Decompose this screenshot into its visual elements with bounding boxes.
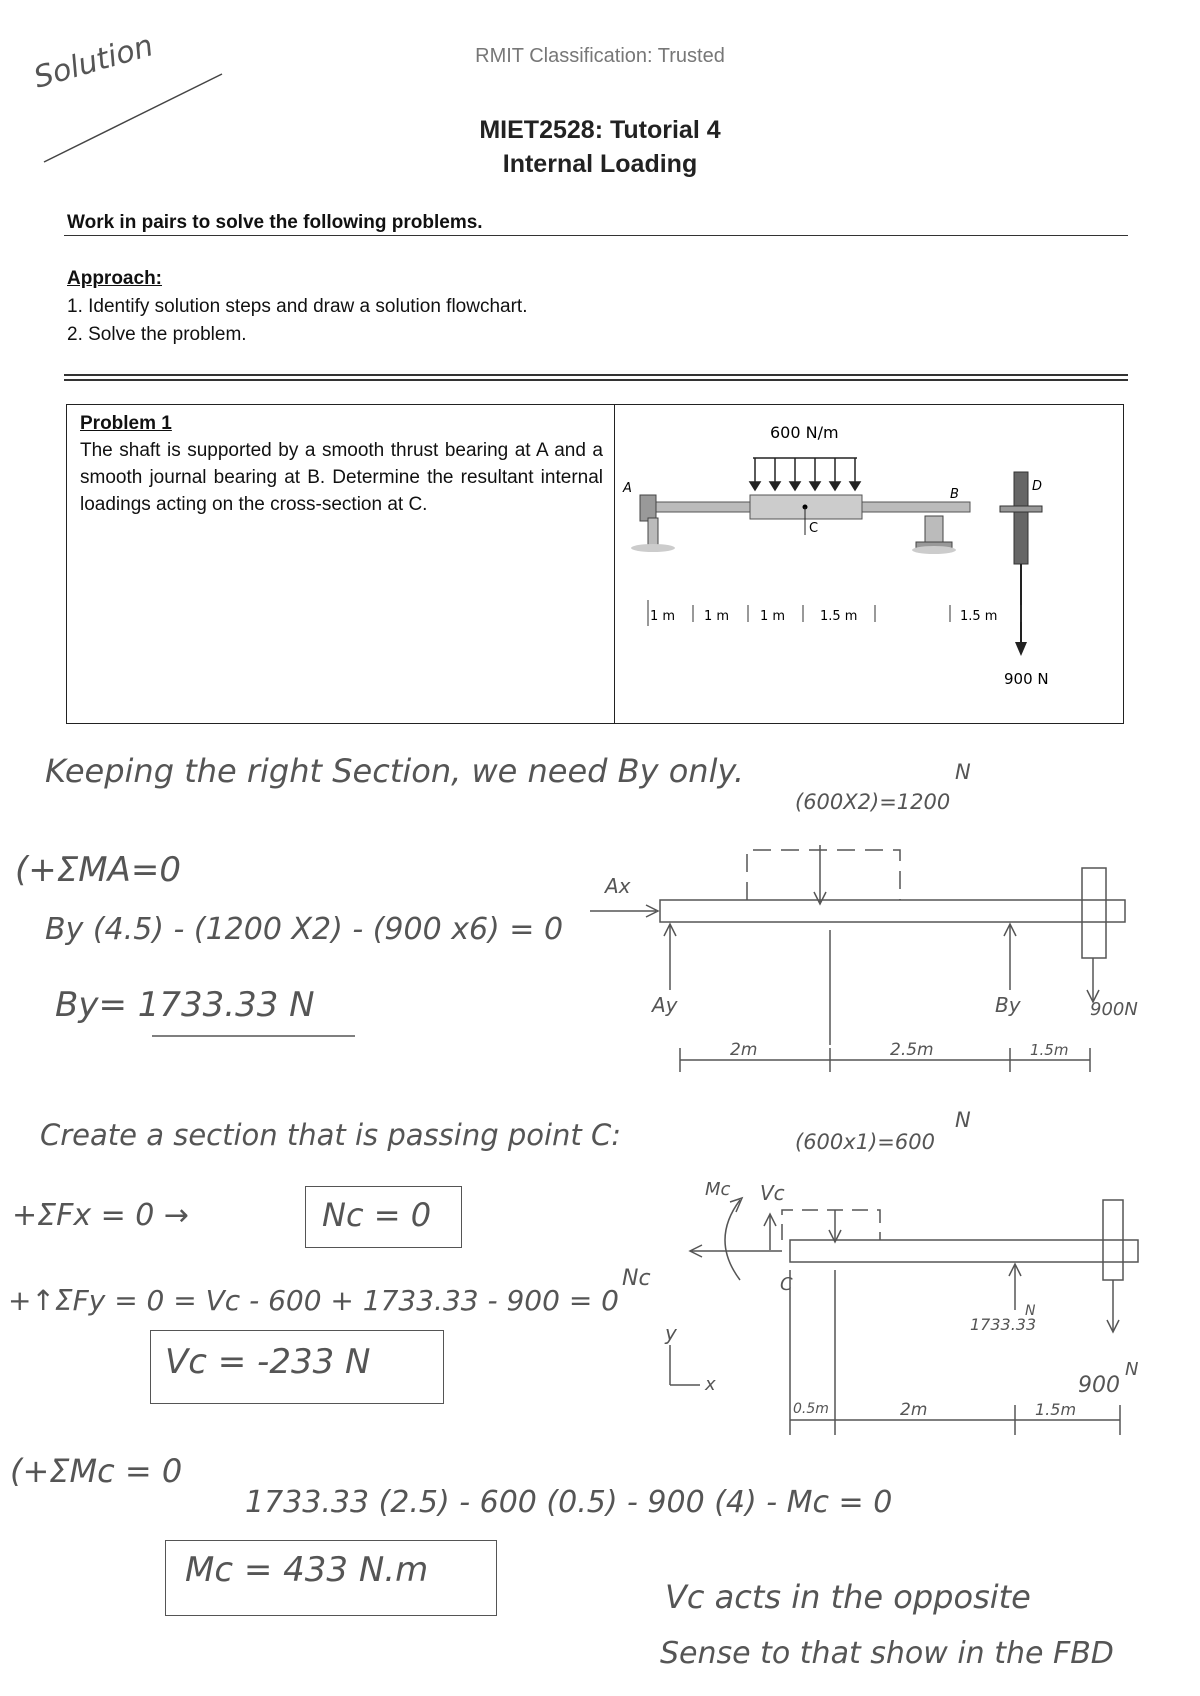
- fbd2-d2: 2m: [900, 1400, 928, 1420]
- fbd2-c: C: [780, 1274, 793, 1295]
- problem-heading: Problem 1: [80, 413, 172, 434]
- load-label: 600 N/m: [770, 423, 839, 442]
- note-moment-eq: By (4.5) - (1200 X2) - (900 x6) = 0: [45, 912, 564, 947]
- note-section-unit: N: [955, 1108, 971, 1132]
- fbd1-ax: Ax: [605, 874, 631, 898]
- bearing-a: [640, 495, 656, 521]
- note-moment-label: (+ΣMA=0: [15, 850, 181, 890]
- note-resultant: (600X2)=1200: [795, 790, 951, 814]
- note-by-result: By= 1733.33 N: [55, 985, 315, 1025]
- fbd-2: [610, 1180, 1150, 1450]
- approach-step: 2. Solve the problem.: [67, 324, 247, 345]
- by-underline: [150, 1030, 360, 1042]
- divider: [64, 235, 1128, 236]
- distributed-load-arrows: [750, 458, 860, 490]
- point-c-label: C: [809, 521, 819, 536]
- fbd2-load: 900: [1078, 1373, 1120, 1398]
- fbd2-axis-y: y: [665, 1321, 677, 1345]
- note-vc-result: Vc = -233 N: [165, 1342, 371, 1382]
- dim-label: 1 m: [650, 609, 676, 624]
- approach-step: 1. Identify solution steps and draw a solution flowchart.: [67, 296, 528, 317]
- fbd2-by-unit: N: [1025, 1303, 1036, 1319]
- instructions: Work in pairs to solve the following problems.: [67, 212, 483, 233]
- note-remark-2: Sense to that show in the FBD: [660, 1636, 1114, 1671]
- dim-label: 1.5 m: [820, 609, 858, 624]
- problem-text: The shaft is supported by a smooth thrust bearing at A and a smooth journal bearing at B. Determine the resultant internal loadings acting on the cross-section at C.: [80, 440, 603, 515]
- dim-label: 1.5 m: [960, 609, 998, 624]
- point-a-label: A: [623, 481, 632, 496]
- fbd1-d3: 1.5m: [1030, 1041, 1069, 1059]
- fbd2-vc: Vc: [760, 1181, 785, 1205]
- bearing-a-post: [648, 518, 658, 546]
- fbd1-d2: 2.5m: [890, 1040, 934, 1060]
- subtitle: Internal Loading: [502, 150, 698, 178]
- dim-label: 1 m: [704, 609, 730, 624]
- note-intro: Keeping the right Section, we need By only.: [45, 752, 745, 790]
- point-d-label: D: [1032, 479, 1043, 494]
- approach-heading: Approach:: [67, 268, 162, 289]
- double-rule-bottom: [64, 379, 1128, 381]
- solution-stamp: Solution: [30, 28, 158, 96]
- note-fy-eq: +↑ΣFy = 0 = Vc - 600 + 1733.33 - 900 = 0: [8, 1284, 619, 1317]
- fbd2-by: 1733.33: [970, 1315, 1037, 1334]
- bearing-a-base: [631, 544, 675, 552]
- classification-label: RMIT Classification: Trusted: [475, 45, 725, 67]
- dim-label: 1 m: [760, 609, 786, 624]
- fbd1-by: By: [995, 993, 1021, 1017]
- fbd1-d1: 2m: [730, 1040, 758, 1060]
- fbd2-axis-x: x: [705, 1374, 716, 1395]
- fbd2-load-unit: N: [1125, 1359, 1139, 1380]
- double-rule-top: [64, 374, 1128, 376]
- note-nc-result: Nc = 0: [322, 1196, 432, 1234]
- fbd1-load: 900N: [1090, 999, 1138, 1020]
- fbd2-nc: Nc: [622, 1266, 651, 1291]
- note-section-load: (600x1)=600: [795, 1130, 935, 1154]
- note-section: Create a section that is passing point C:: [40, 1118, 622, 1152]
- point-b-label: B: [950, 487, 959, 502]
- note-mc-result: Mc = 433 N.m: [185, 1550, 429, 1590]
- fbd2-d1: 0.5m: [793, 1401, 829, 1417]
- fbd1-ay: Ay: [652, 993, 678, 1017]
- shaft-figure: [620, 410, 1120, 720]
- problem-divider: [614, 404, 615, 724]
- note-mc-eq: 1733.33 (2.5) - 600 (0.5) - 900 (4) - Mc = 0: [245, 1485, 893, 1520]
- note-mc-label: (+ΣMc = 0: [10, 1452, 183, 1490]
- fbd2-mc: Mc: [705, 1180, 731, 1200]
- note-resultant-unit: N: [955, 760, 971, 784]
- pulley-d: [1014, 472, 1028, 564]
- course-title: MIET2528: Tutorial 4: [479, 116, 721, 144]
- note-remark-1: Vc acts in the opposite: [665, 1578, 1031, 1616]
- fbd2-d3: 1.5m: [1035, 1400, 1077, 1419]
- force-arrowhead: [1015, 642, 1027, 656]
- force-label: 900 N: [1004, 670, 1049, 688]
- fbd-1: [590, 840, 1140, 1080]
- note-fx-eq: +ΣFx = 0 →: [12, 1198, 190, 1233]
